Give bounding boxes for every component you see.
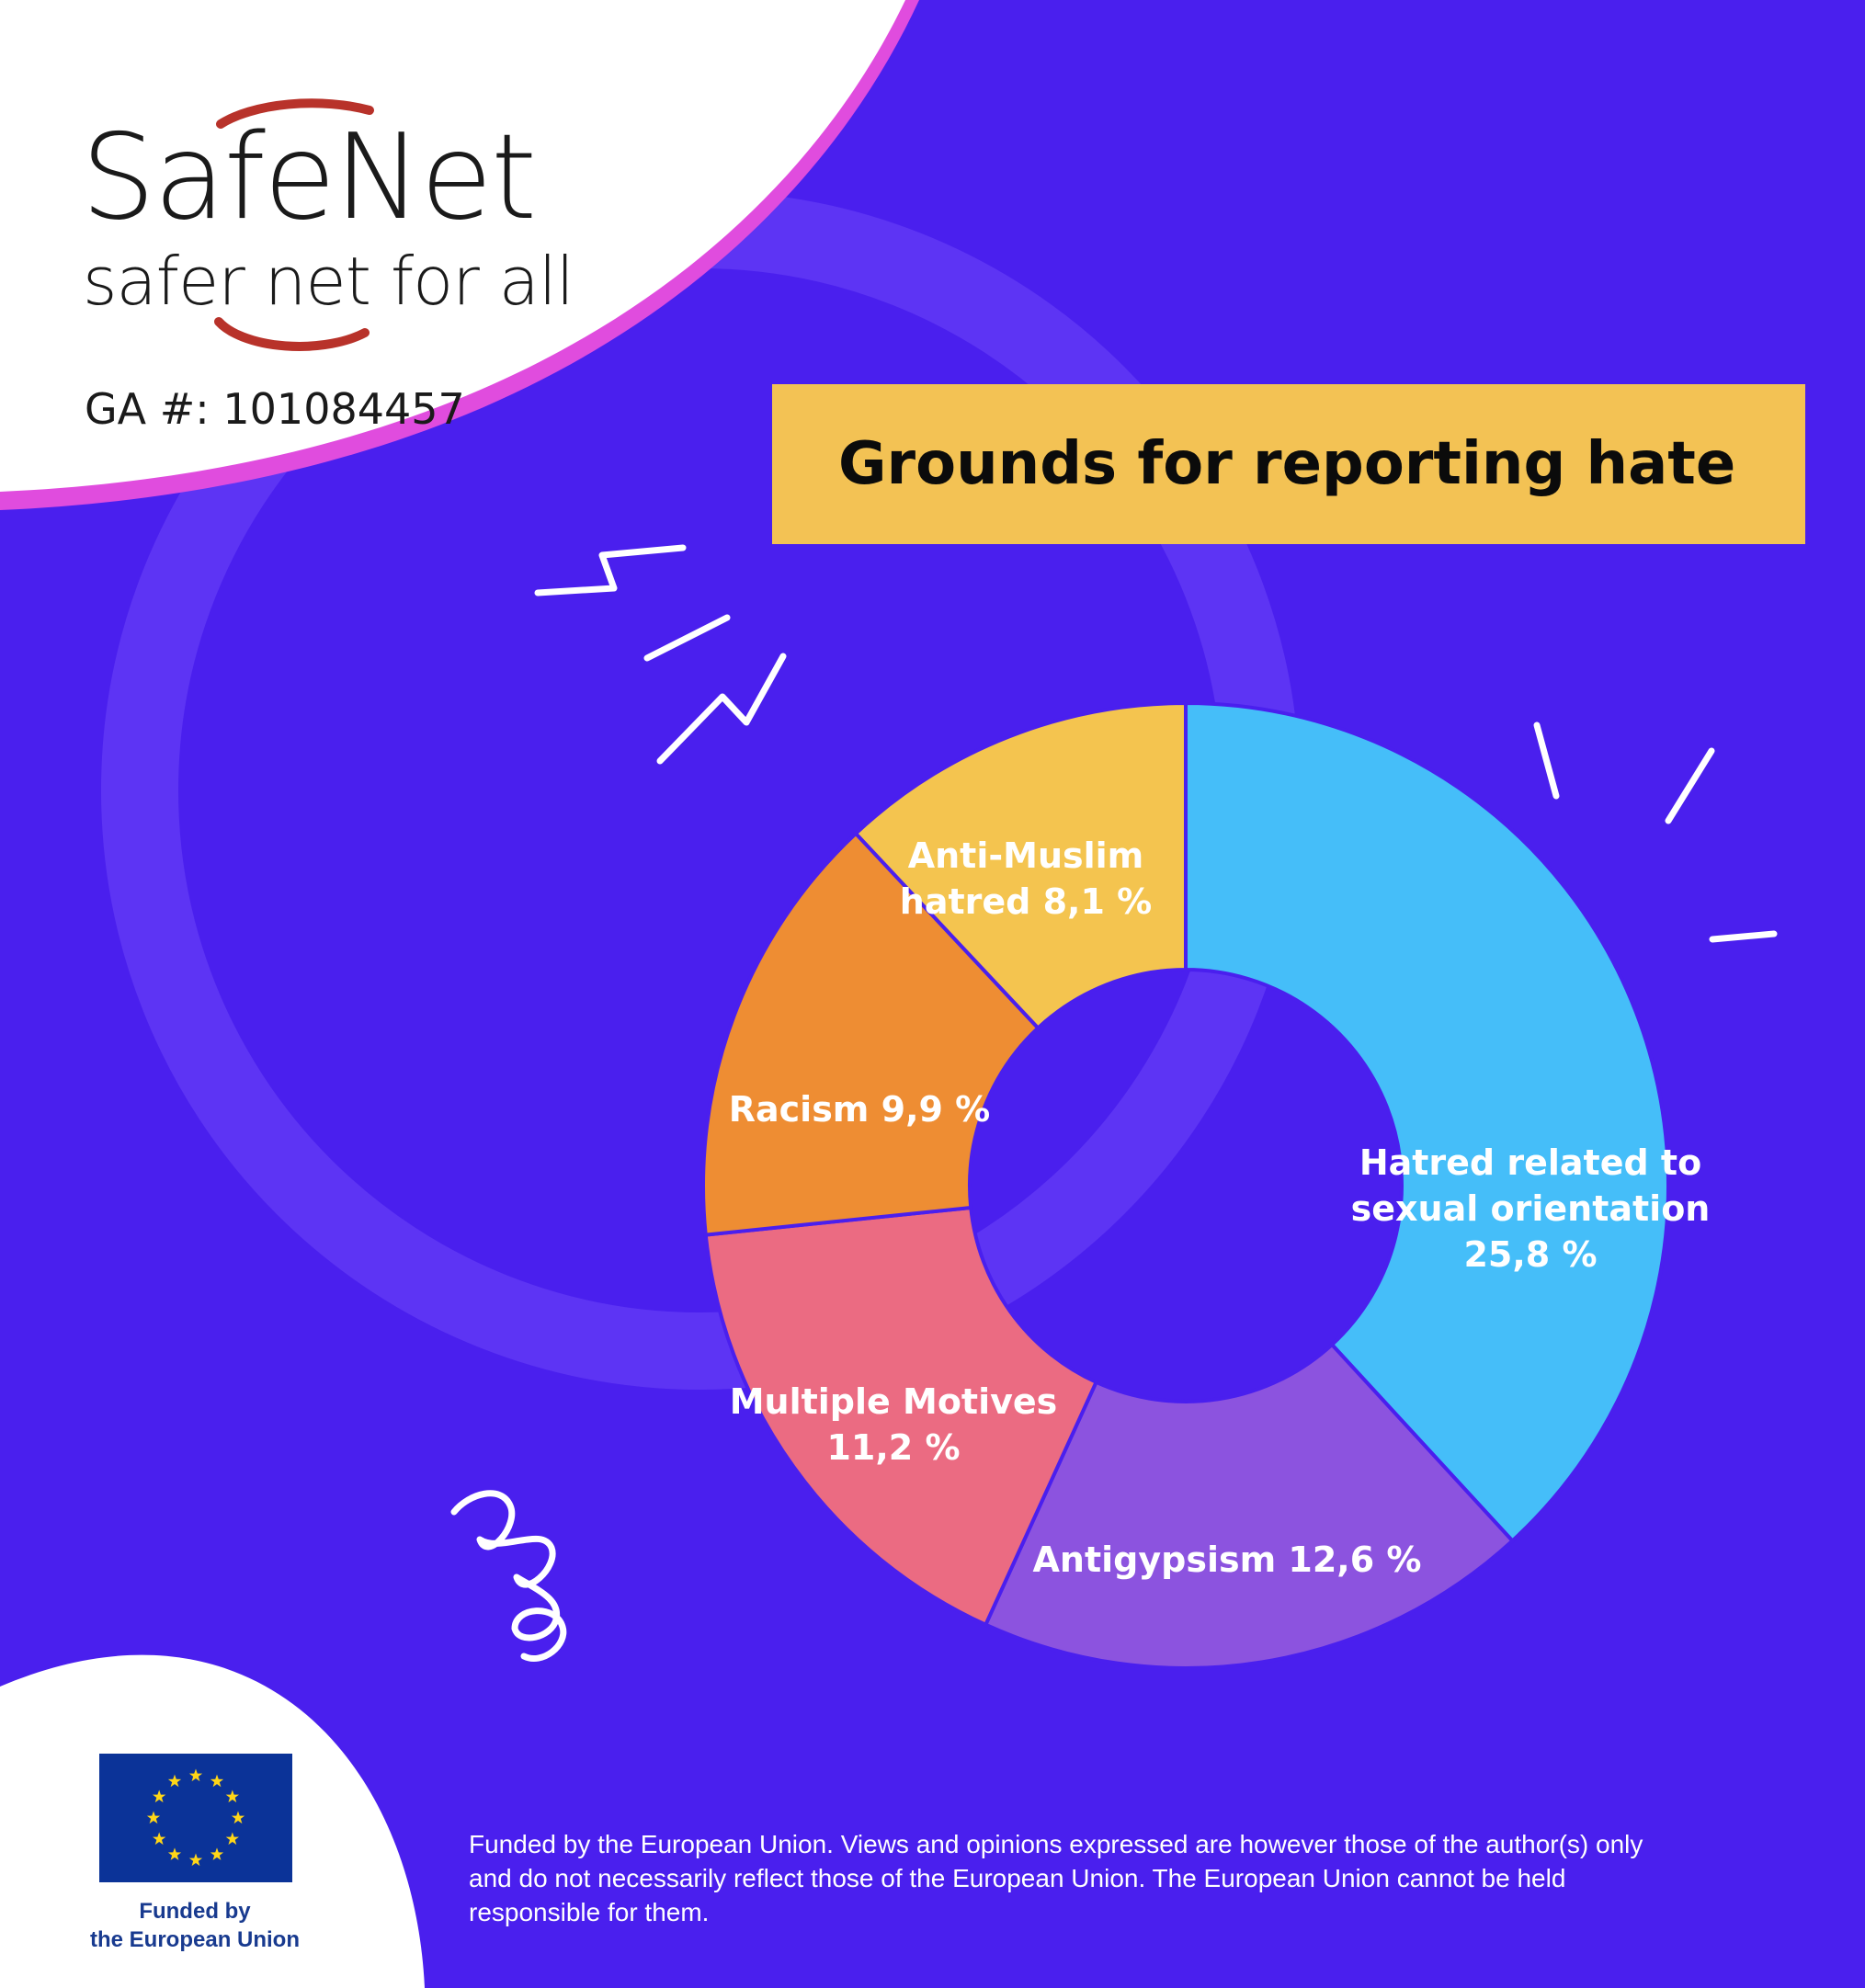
funding-disclaimer: Funded by the European Union. Views and opinions expressed are however those of the author(s) only and do not necessarily reflect those of the European Union. The European Union cannot be held responsible for them. (469, 1830, 1643, 1926)
slice-label-racism: Racism 9,9 % (728, 1089, 991, 1130)
grant-number: GA #: 101084457 (85, 384, 465, 434)
logo-tagline: safer net for all (83, 243, 574, 320)
slice-label-antigypsism: Antigypsism 12,6 % (1032, 1539, 1422, 1580)
slice-label-anti-muslim: Anti-Muslim hatred 8,1 % (899, 835, 1153, 922)
logo-title: SafeNet (81, 109, 536, 246)
slice-label-sexual-orientation: Hatred related to sexual orientation 25,8 % (1350, 1142, 1711, 1275)
eu-funding-caption: Funded by the European Union (90, 1899, 300, 1952)
eu-flag-icon (99, 1754, 292, 1882)
slice-label-multiple-motives: Multiple Motives 11,2 % (729, 1381, 1058, 1468)
chart-title: Grounds for reporting hate (838, 430, 1736, 498)
